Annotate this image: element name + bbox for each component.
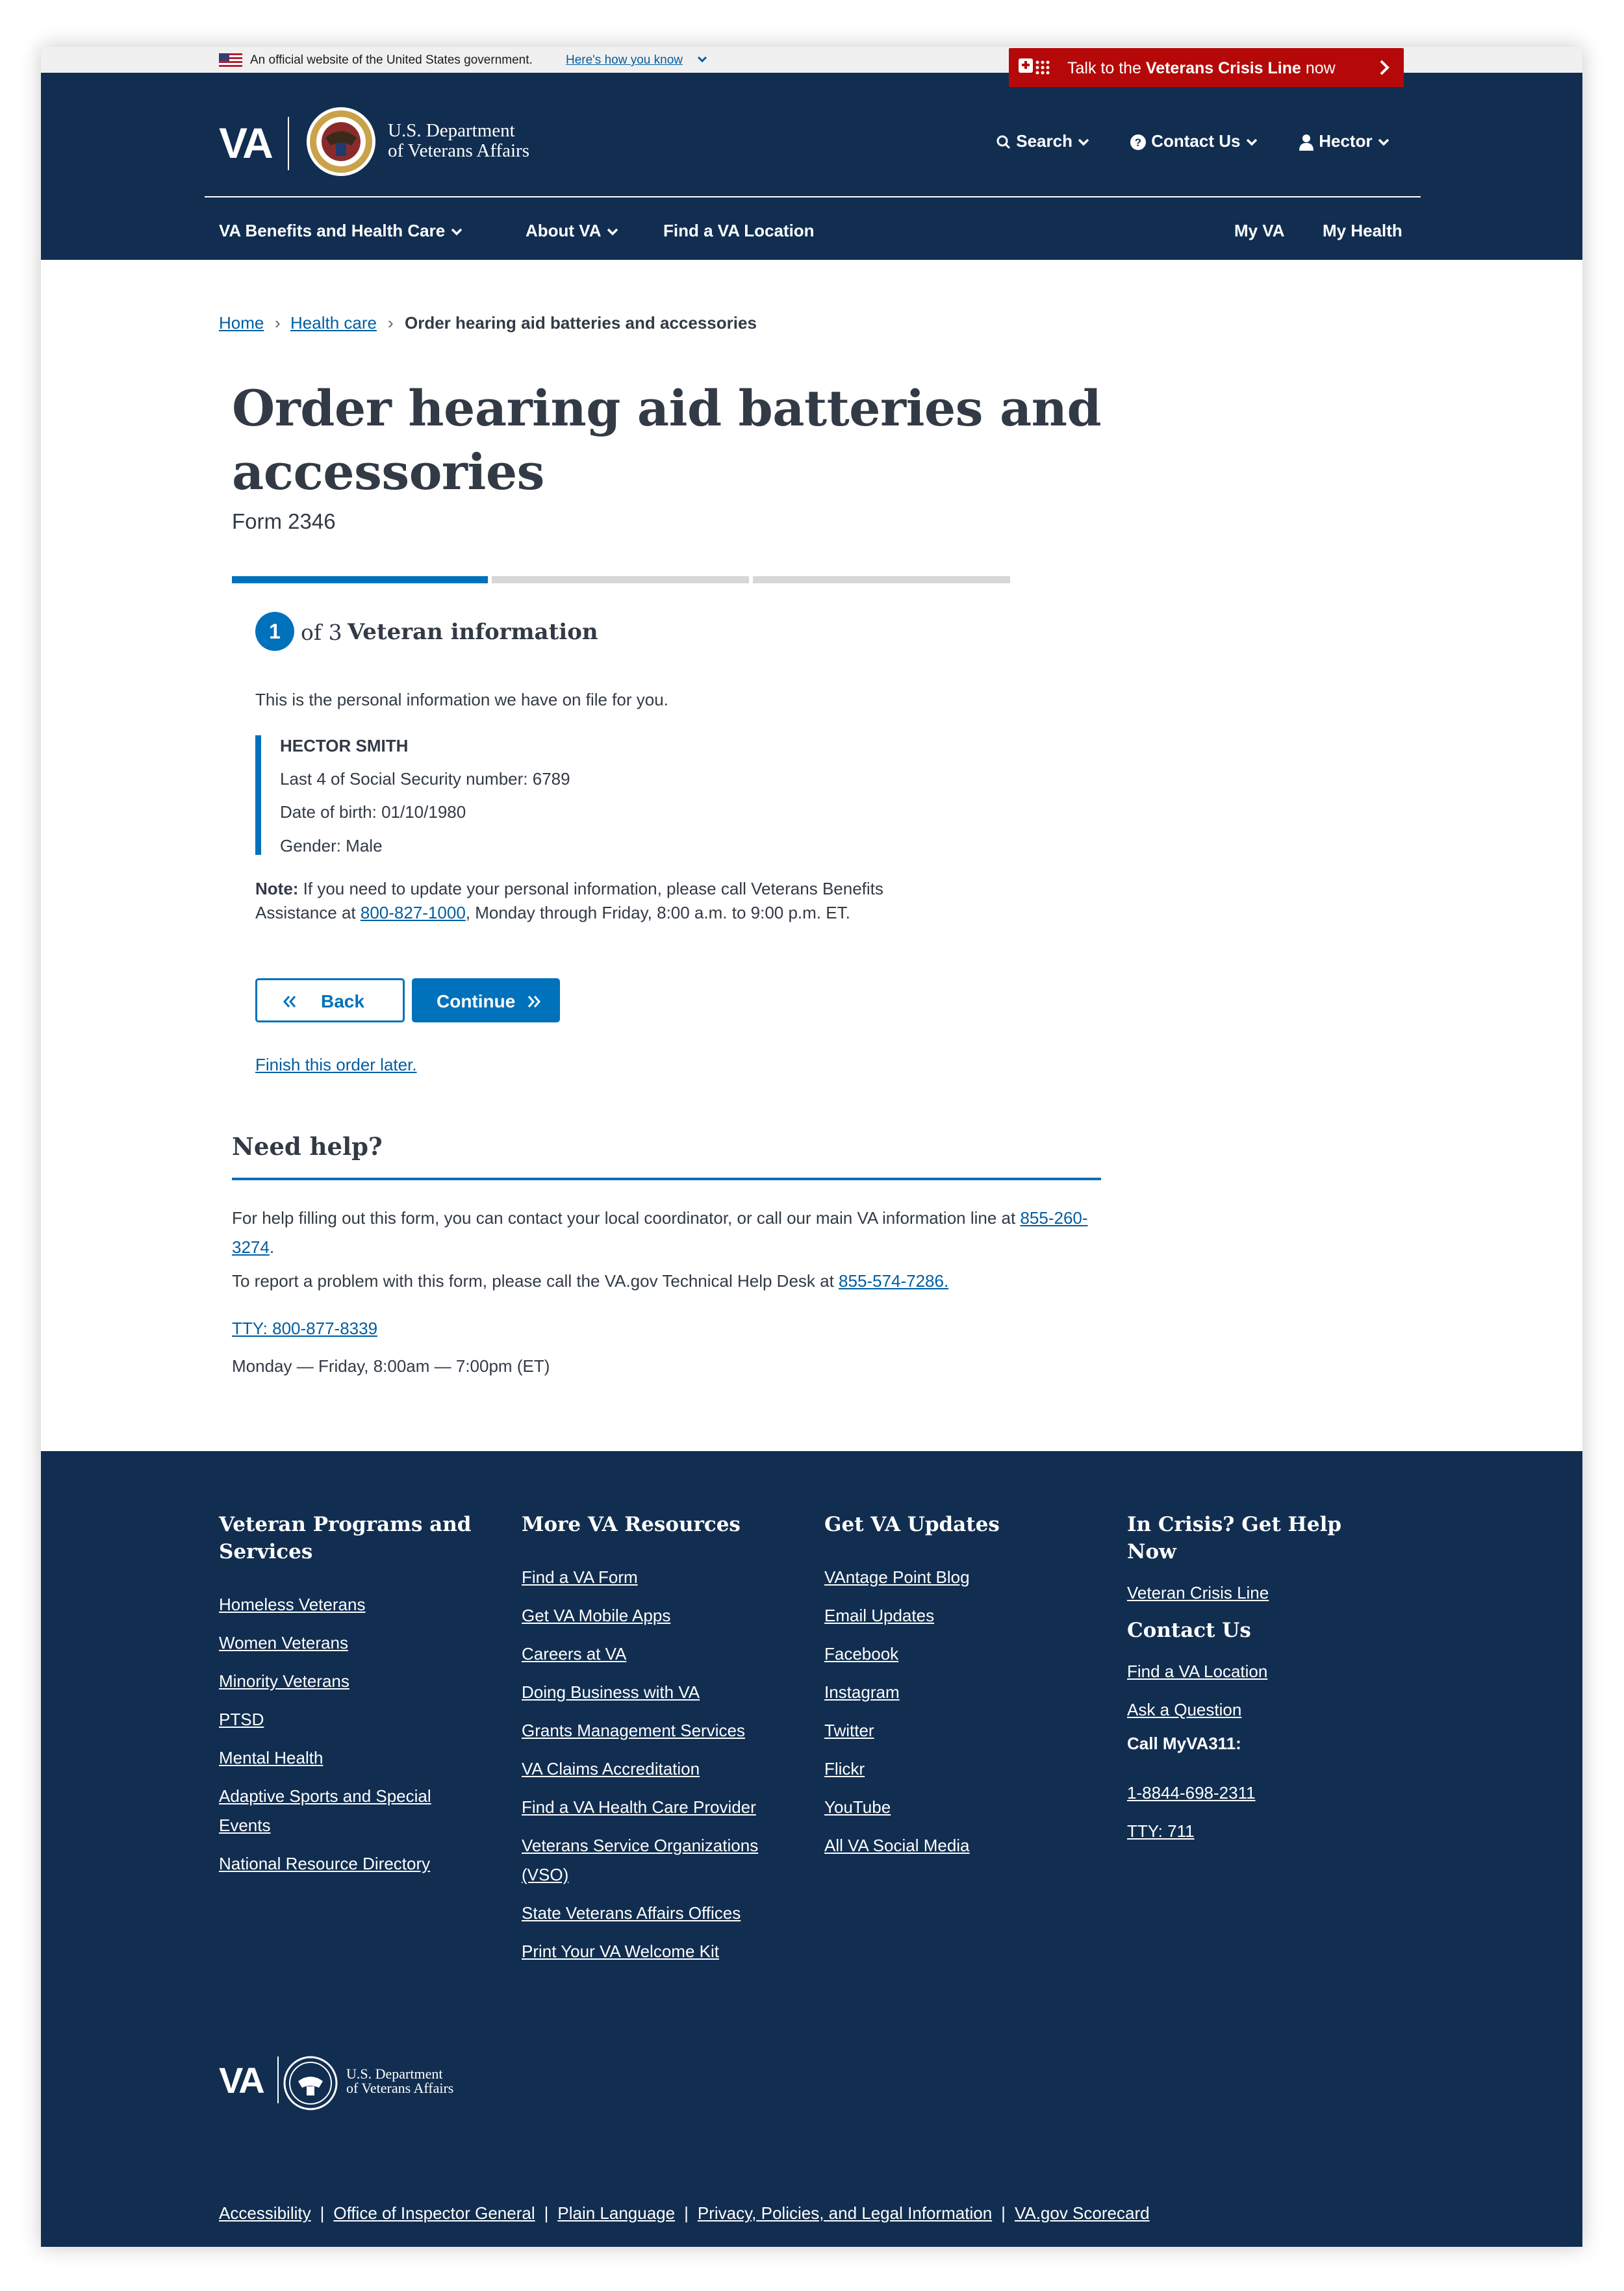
need-help-divider [232,1178,1101,1180]
footer-link-list [522,1563,781,1966]
back-label: Back [321,991,364,1011]
nav-find-va-location[interactable]: Find a VA Location [663,221,815,240]
logo-divider [288,117,289,170]
personal-info-intro: This is the personal information we have on file for you. [255,690,668,709]
crisis-line-icon [1018,57,1050,78]
page-title: Order hearing aid batteries and accessories [232,379,1102,501]
official-website-text: An official website of the United States government. [250,53,533,67]
footer-link[interactable]: Minority Veterans [219,1671,349,1691]
veterans-crisis-line-button[interactable] [1009,48,1404,87]
nav-about-label: About VA [526,221,601,240]
step-of-total: of 3 [301,620,342,645]
nav-about-va[interactable] [526,221,620,241]
department-name: U.S. Department of Veterans Affairs [388,120,529,161]
info-card-accent [255,735,261,855]
need-help-heading: Need help? [232,1132,383,1161]
user-icon [1299,134,1314,151]
footer-link[interactable]: All VA Social Media [824,1836,970,1855]
footer-bottom-link[interactable]: Accessibility [219,2203,311,2223]
footer-link[interactable]: Instagram [824,1682,900,1702]
footer-link-list [824,1563,1084,1860]
footer-tty-link[interactable]: TTY: 711 [1127,1821,1195,1841]
crisis-line-label: Talk to the Veterans Crisis Line now [1067,59,1336,77]
footer-va-seal-icon [283,2055,338,2111]
va-seal-icon [305,105,377,178]
footer-link-list [1127,1778,1387,1846]
footer-link[interactable]: VAntage Point Blog [824,1567,970,1587]
continue-button[interactable] [412,978,560,1022]
nav-benefits-label: VA Benefits and Health Care [219,221,446,240]
footer-column-updates [824,1511,1084,1869]
footer-link[interactable]: Flickr [824,1759,865,1778]
footer-logo-divider [277,2057,279,2103]
help-circle-icon [1130,134,1147,151]
footer-heading: More VA Resources [522,1513,741,1536]
chevron-right-icon [1379,60,1389,75]
veteran-name: HECTOR SMITH [280,736,409,755]
progress-segment-incomplete [492,576,749,583]
search-label: Search [1016,131,1072,151]
footer-va-logo[interactable]: VA [219,2060,263,2101]
chevron-down-icon [1377,138,1390,147]
footer-link[interactable]: Ask a Question [1127,1700,1242,1719]
nav-my-va[interactable]: My VA [1234,221,1285,240]
footer-bottom-link[interactable]: Plain Language [557,2203,676,2223]
footer-heading: Get VA Updates [824,1513,1000,1536]
breadcrumb-home[interactable]: Home [219,313,264,333]
footer-link[interactable]: Find a VA Location [1127,1662,1268,1681]
footer-link[interactable]: State Veterans Affairs Offices [522,1903,741,1923]
step-number-badge: 1 [255,612,294,651]
footer-column-crisis-contact [1127,1511,1387,1855]
finish-later-link[interactable]: Finish this order later. [255,1055,417,1074]
contact-us-menu-button[interactable] [1130,131,1258,151]
vba-phone-link[interactable]: 800-827-1000 [360,903,466,922]
footer-heading: In Crisis? Get Help Now [1127,1513,1342,1563]
update-info-note: Note: If you need to update your personal information, please call Veterans Benefits Assistance at 800-827-1000, Monday through Friday, 8:00 a.m. to 9:00 p.m. ET. [255,879,883,922]
help-hours: Monday — Friday, 8:00am — 7:00pm (ET) [232,1356,550,1376]
veteran-gender: Gender: Male [280,836,383,855]
footer-link[interactable]: Adaptive Sports and Special Events [219,1786,431,1835]
double-chevron-left-icon [282,994,298,1009]
user-menu-button[interactable] [1299,131,1390,151]
footer-link[interactable]: National Resource Directory [219,1854,431,1873]
how-you-know-link[interactable]: Here's how you know [566,53,683,67]
footer-bottom-link[interactable]: VA.gov Scorecard [1014,2203,1150,2223]
step-title: Veteran information [348,619,598,645]
search-menu-button[interactable] [996,131,1090,151]
chevron-down-icon [1077,138,1090,147]
breadcrumb-separator: › [388,313,394,333]
chevron-down-icon [450,227,464,236]
footer-link[interactable]: Twitter [824,1721,874,1740]
footer-link-list [1127,1657,1387,1725]
nav-my-health[interactable]: My Health [1323,221,1402,240]
footer-link[interactable]: PTSD [219,1710,264,1729]
footer-link[interactable]: YouTube [824,1797,891,1817]
footer-link[interactable]: Mental Health [219,1748,324,1767]
chevron-down-icon [605,227,620,236]
form-number: Form 2346 [232,509,336,533]
footer-department-name: U.S. Department of Veterans Affairs [346,2066,454,2096]
footer-link[interactable]: VA Claims Accreditation [522,1759,700,1778]
back-button[interactable] [255,978,405,1022]
breadcrumb-current: Order hearing aid batteries and accessories [405,313,757,333]
header-divider [205,196,1421,197]
footer-link[interactable]: Careers at VA [522,1644,627,1664]
breadcrumb-separator: › [275,313,281,333]
footer-link[interactable]: Veterans Service Organizations (VSO) [522,1836,759,1884]
footer-link[interactable]: Facebook [824,1644,899,1664]
footer-phone-link[interactable]: 1-8844-698-2311 [1127,1783,1256,1803]
contact-us-label: Contact Us [1151,131,1241,151]
footer-link[interactable]: Find a VA Health Care Provider [522,1797,756,1817]
progress-segment-complete [232,576,488,583]
footer-column-programs [219,1511,479,1888]
footer-column-resources [522,1511,781,1975]
tty-link[interactable]: TTY: 800-877-8339 [232,1319,378,1338]
search-icon [996,134,1011,150]
double-chevron-right-icon [526,994,542,1009]
browser-page [41,47,1582,2247]
footer-bottom-link[interactable]: Privacy, Policies, and Legal Information [697,2203,993,2223]
nav-benefits-health-care[interactable] [219,221,464,241]
footer-link[interactable]: Homeless Veterans [219,1595,366,1614]
footer-crisis-link[interactable]: Veteran Crisis Line [1127,1583,1269,1602]
footer-link[interactable]: Print Your VA Welcome Kit [522,1942,719,1961]
veteran-dob: Date of birth: 01/10/1980 [280,802,466,822]
svg-text:?: ? [1134,136,1142,149]
footer-link[interactable]: Get VA Mobile Apps [522,1606,671,1625]
footer-heading: Contact Us [1127,1619,1251,1642]
footer-link[interactable]: Find a VA Form [522,1567,638,1587]
chevron-down-icon [1245,138,1258,147]
footer-bottom-links: Accessibility | Office of Inspector General | Plain Language | Privacy, Policies, and Legal Information | VA.gov Scorecard [219,2203,1150,2223]
help-desk-text: To report a problem with this form, please call the VA.gov Technical Help Desk at 855-574-7286. [232,1271,949,1291]
help-coordinator-text: For help filling out this form, you can contact your local coordinator, or call our main VA information line at 855-260-3274. [232,1208,1088,1257]
progress-segment-incomplete [753,576,1010,583]
footer-heading: Veteran Programs and Services [219,1513,472,1563]
va-logo[interactable]: VA [219,119,272,167]
footer-call-label: Call MyVA311: [1127,1734,1241,1753]
va-info-line-link[interactable]: 855-260-3274 [232,1208,1088,1257]
footer-link-list [219,1590,479,1879]
site-header [41,73,1582,260]
site-footer [41,1451,1582,2247]
footer-link[interactable]: Email Updates [824,1606,935,1625]
user-name-label: Hector [1319,131,1373,151]
veteran-ssn: Last 4 of Social Security number: 6789 [280,769,570,789]
us-flag-icon [219,53,242,68]
chevron-down-icon [697,56,707,64]
footer-link[interactable]: Doing Business with VA [522,1682,700,1702]
footer-link[interactable]: Grants Management Services [522,1721,745,1740]
continue-label: Continue [437,991,516,1011]
breadcrumb-health-care[interactable]: Health care [290,313,377,333]
footer-bottom-link[interactable]: Office of Inspector General [333,2203,535,2223]
footer-link[interactable]: Women Veterans [219,1633,348,1652]
footer-link-list [1127,1578,1387,1608]
help-desk-phone-link[interactable]: 855-574-7286. [839,1271,949,1291]
